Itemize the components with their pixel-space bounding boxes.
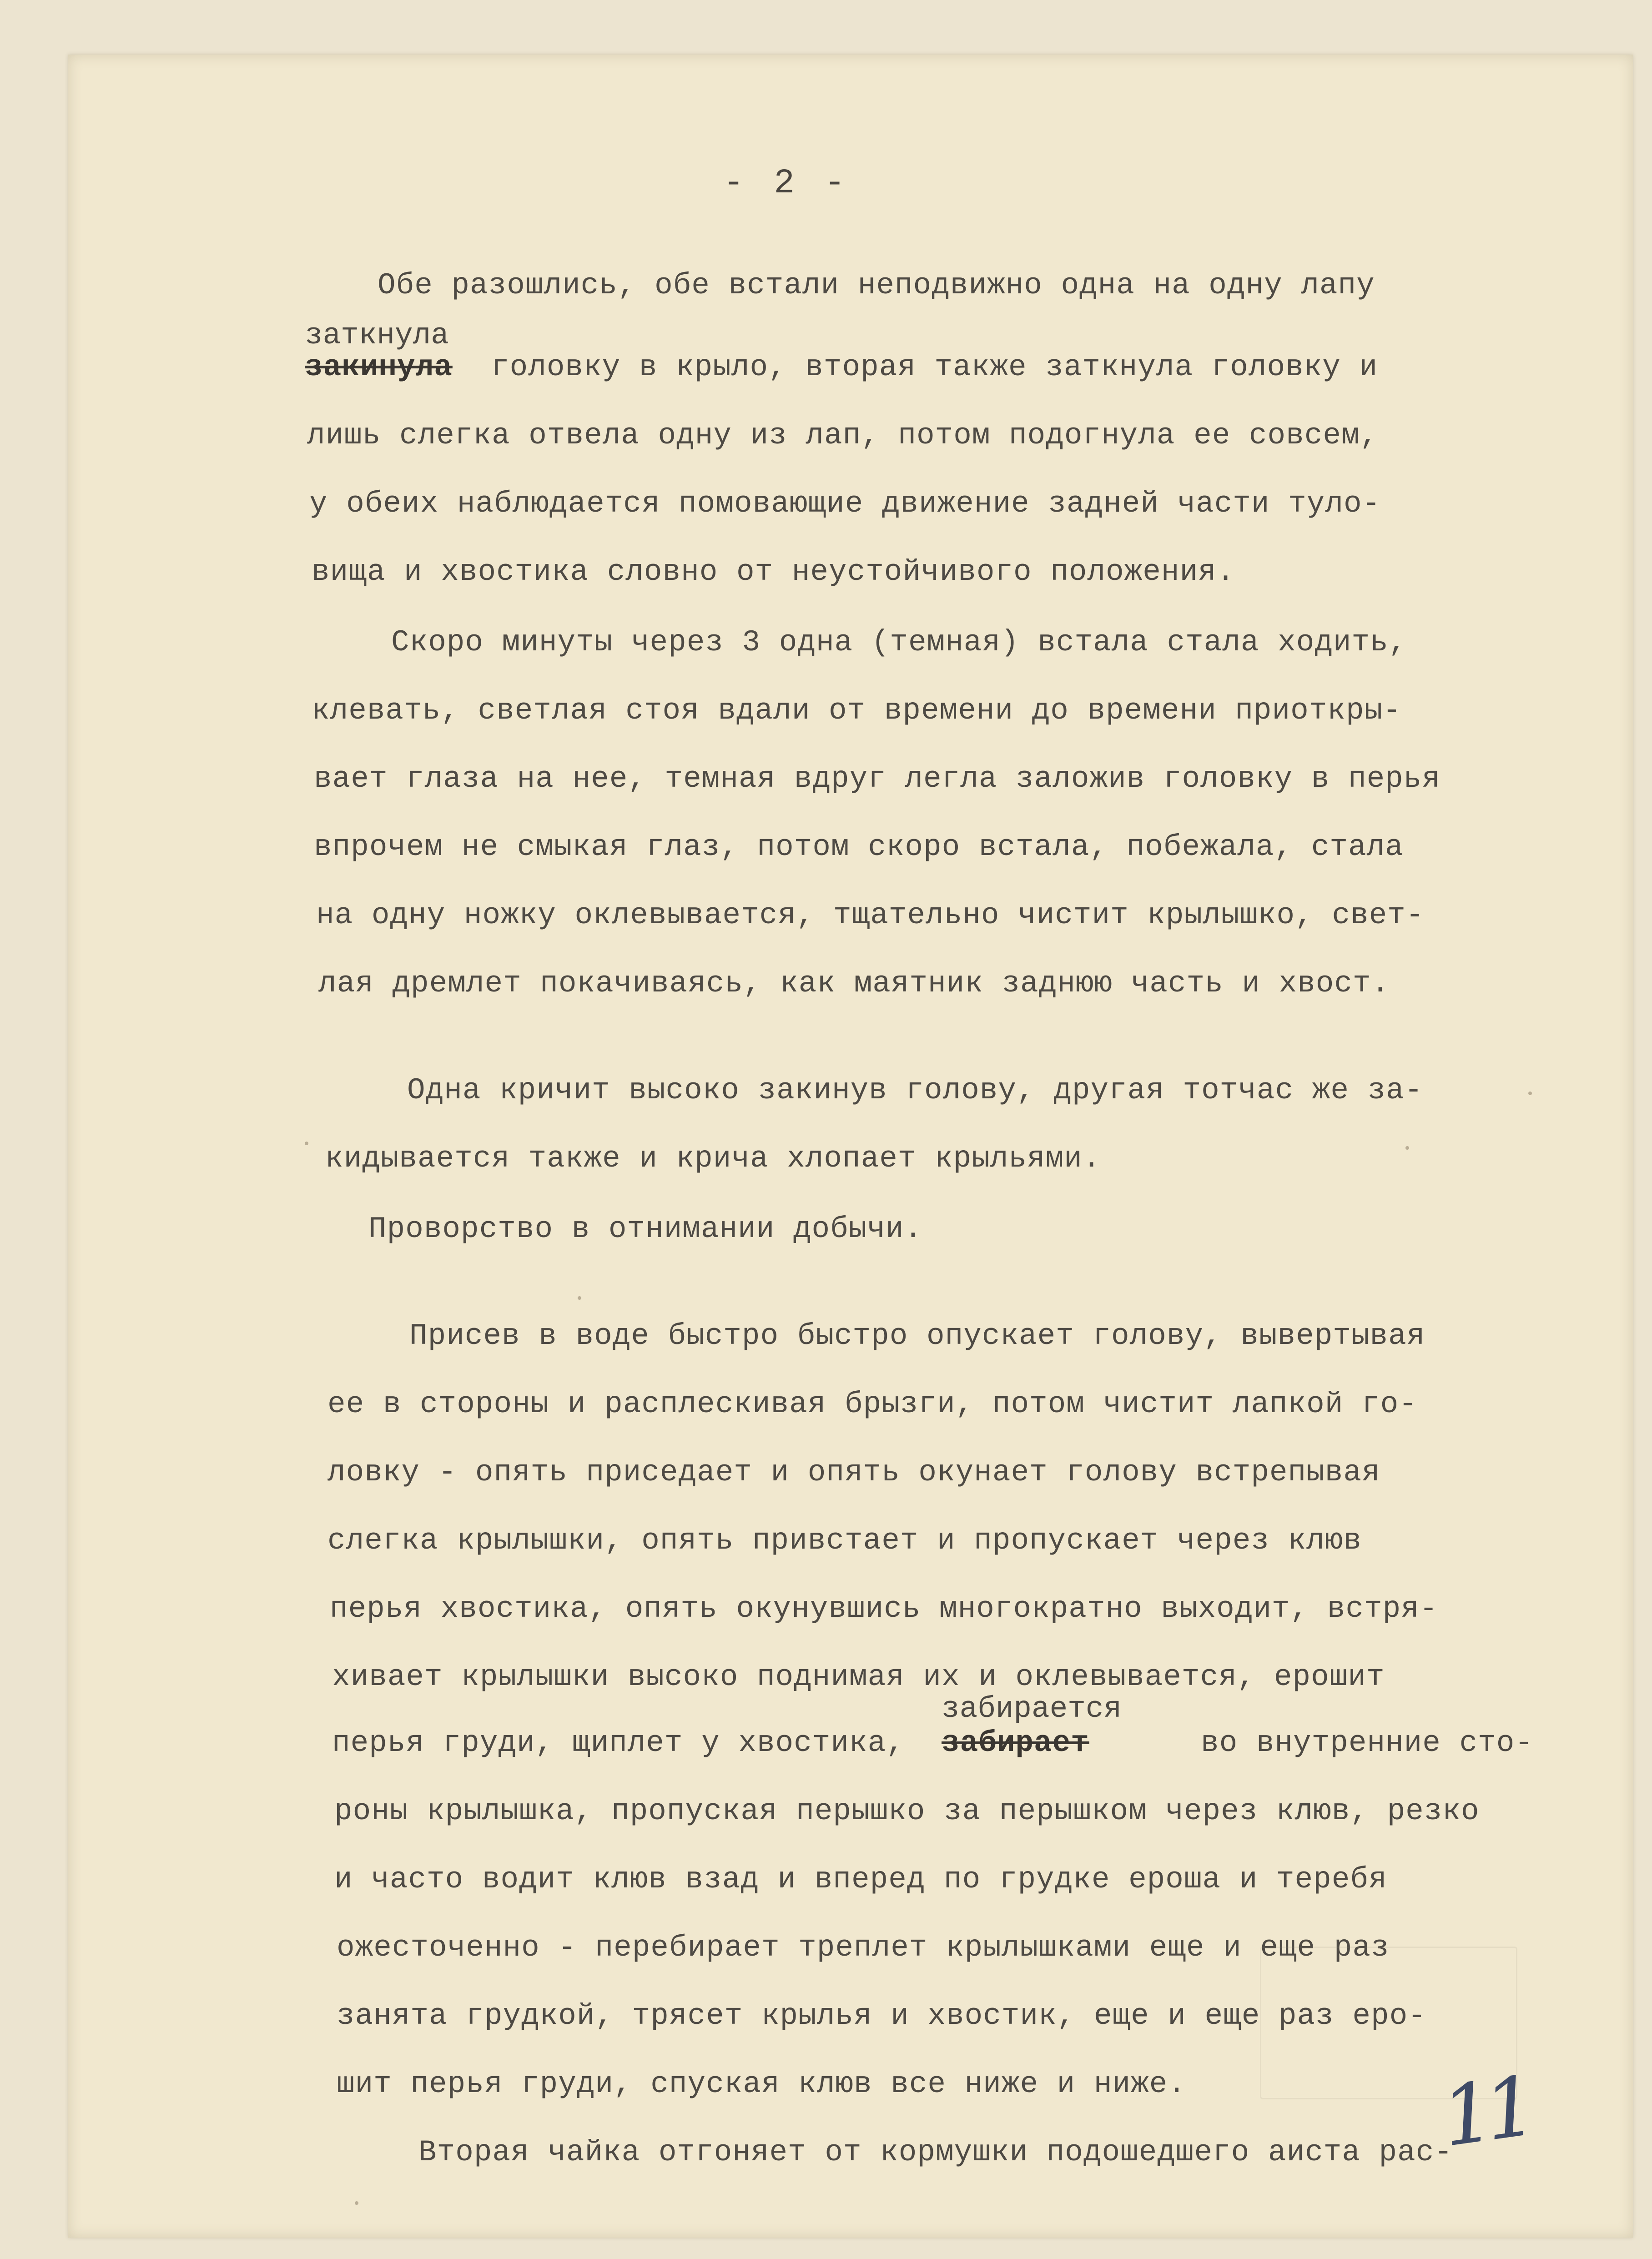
text-line: ее в стороны и расплескивая брызги, потом чистит лапкой го- <box>327 1387 1417 1421</box>
paper-speck <box>305 1142 308 1145</box>
paper-speck <box>578 1296 581 1300</box>
text-line: на одну ножку оклевывается, тщательно чистит крылышко, свет- <box>316 898 1425 932</box>
paper-speck <box>355 2201 358 2205</box>
text-line: вает глаза на нее, темная вдруг легла заложив головку в перья <box>314 762 1440 796</box>
text-line: Одна кричит высоко закинув голову, другая тотчас же за- <box>407 1073 1423 1107</box>
text-line: перья хвостика, опять окунувшись многократно выходит, встря- <box>330 1592 1438 1626</box>
text-line: роны крылышка, пропуская перышко за перышком через клюв, резко <box>334 1794 1480 1828</box>
text-line: и часто водит клюв взад и вперед по грудке ероша и теребя <box>334 1862 1387 1897</box>
text-line: вища и хвостика словно от неустойчивого положения. <box>312 555 1235 589</box>
text-line: лишь слегка отвела одну из лап, потом подогнула ее совсем, <box>307 418 1379 453</box>
text-line: Скоро минуты через 3 одна (темная) встала стала ходить, <box>391 625 1407 659</box>
text-line: во внутренние сто- <box>1201 1726 1533 1760</box>
paper-speck <box>1528 1092 1532 1095</box>
text-line: шит перья груди, спуская клюв все ниже и ниже. <box>337 2067 1186 2101</box>
document-page <box>68 55 1633 2238</box>
folio-number: 11 <box>1435 2059 1534 2166</box>
text-line: слегка крылышки, опять привстает и пропускает через клюв <box>327 1524 1362 1558</box>
text-line: ожесточенно - перебирает треплет крылышками еще и еще раз <box>337 1931 1390 1965</box>
text-line: Проворство в отнимании добычи. <box>368 1212 923 1246</box>
text-line: головку в крыло, вторая также заткнула головку и <box>491 350 1378 384</box>
text-line: Обе разошлись, обе встали неподвижно одна на одну лапу <box>378 268 1375 302</box>
struck-word: закинула <box>305 350 453 384</box>
handwritten-insertion: заткнула <box>305 318 449 352</box>
text-line: перья груди, щиплет у хвостика, <box>332 1726 905 1760</box>
text-line: Вторая чайка отгоняет от кормушки подошедшего аиста рас- <box>418 2135 1453 2169</box>
text-line: кидывается также и крича хлопает крыльями. <box>325 1142 1101 1176</box>
text-line: ловку - опять приседает и опять окунает голову встрепывая <box>327 1455 1380 1489</box>
text-line: Присев в воде быстро быстро опускает голову, вывертывая <box>409 1319 1425 1353</box>
text-line: впрочем не смыкая глаз, потом скоро встала, побежала, стала <box>314 830 1404 864</box>
text-line: клевать, светлая стоя вдали от времени до времени приоткры- <box>312 694 1401 728</box>
struck-word: забирает <box>942 1726 1089 1760</box>
text-line: занята грудкой, трясет крылья и хвостик, еще и еще раз еро- <box>337 1999 1426 2033</box>
text-line: у обеих наблюдается помовающие движение задней части туло- <box>309 487 1381 521</box>
handwritten-insertion: забирается <box>942 1692 1122 1726</box>
text-line: лая дремлет покачиваясь, как маятник заднюю часть и хвост. <box>318 966 1390 1001</box>
paper-speck <box>1405 1146 1409 1150</box>
text-line: хивает крылышки высоко поднимая их и оклевывается, ерошит <box>332 1660 1385 1694</box>
page-number: - 2 - <box>723 164 850 203</box>
